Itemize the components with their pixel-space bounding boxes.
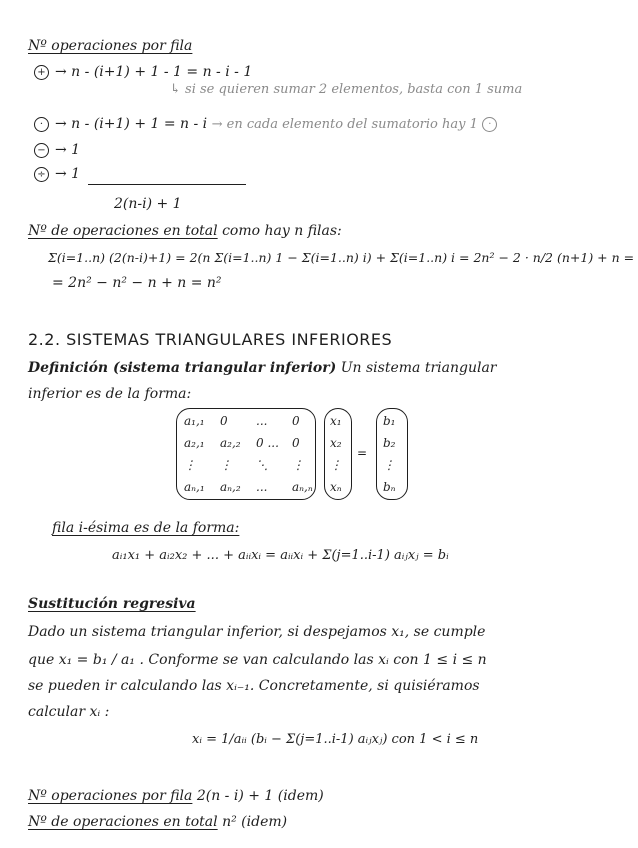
substitution-title: Sustitución regresiva xyxy=(28,596,196,612)
div-ops-expr: → 1 xyxy=(55,166,81,182)
footer-ops-label: Nº operaciones por fila xyxy=(28,788,193,804)
matrix-entry: 0 xyxy=(292,436,300,450)
ops-per-row-heading: Nº operaciones por fila xyxy=(28,38,193,54)
b-vector-entry: b₁ xyxy=(383,414,396,428)
matrix-entry: 0 xyxy=(292,414,300,428)
total-ops-label: Nº de operaciones en total xyxy=(28,223,218,239)
definition-text-2: inferior es de la forma: xyxy=(28,386,192,402)
matrix-entry: a₂,₁ xyxy=(184,436,205,450)
matrix-entry: aₙ,₂ xyxy=(220,480,241,494)
x-vector-entry: xₙ xyxy=(330,480,342,494)
matrix-entry: ⋱ xyxy=(256,458,268,472)
mult-ops-line xyxy=(34,116,503,132)
sum-ops-note: ↳ si se quieren sumar 2 elementos, basta con 1 suma xyxy=(170,82,523,97)
minus-circle-icon: − xyxy=(34,143,49,158)
dot-circle-icon: · xyxy=(34,117,49,132)
b-vector-entry: ⋮ xyxy=(383,458,395,472)
substitution-p4: calcular xᵢ : xyxy=(28,704,110,720)
footer-total-value: n² (idem) xyxy=(222,814,288,830)
matrix-entry: ⋮ xyxy=(220,458,232,472)
footer-ops-line xyxy=(28,788,324,804)
sum-rule xyxy=(88,184,246,185)
row-form-label: fila i-ésima es de la forma: xyxy=(52,520,240,536)
lower-triangular-system xyxy=(176,408,436,500)
substitution-formula: xᵢ = 1/aᵢᵢ (bᵢ − Σ(j=1..i-1) aᵢⱼxⱼ) con 1 < i ≤ n xyxy=(192,732,479,747)
mult-ops-expr: → n - (i+1) + 1 = n - i xyxy=(55,116,208,132)
total-per-row: 2(n-i) + 1 xyxy=(114,196,182,212)
div-ops-line xyxy=(34,166,80,182)
definition-text: Un sistema triangular xyxy=(340,360,497,376)
minus-ops-line xyxy=(34,142,80,158)
total-ops-result: = 2n² − n² − n + n = n² xyxy=(52,275,222,291)
substitution-p2: que x₁ = b₁ / a₁ . Conforme se van calculando las xᵢ con 1 ≤ i ≤ n xyxy=(28,652,487,668)
section-title: 2.2. SISTEMAS TRIANGULARES INFERIORES xyxy=(28,330,393,349)
matrix-entry: 0 xyxy=(220,414,228,428)
x-vector-entry: x₂ xyxy=(330,436,342,450)
footer-total-label: Nº de operaciones en total xyxy=(28,814,218,830)
system-equals: = xyxy=(357,446,368,460)
matrix-entry: a₂,₂ xyxy=(220,436,241,450)
total-ops-formula: Σ(i=1..n) (2(n-i)+1) = 2(n Σ(i=1..n) 1 − Σ(i=1..n) i) + Σ(i=1..n) i = 2n² − 2 · n/2 (n+1) + n = xyxy=(48,250,635,265)
row-form-formula: aᵢ₁x₁ + aᵢ₂x₂ + ... + aᵢᵢxᵢ = aᵢᵢxᵢ + Σ(j=1..i-1) aᵢⱼxⱼ = bᵢ xyxy=(112,548,449,563)
total-ops-label-rest: como hay n filas: xyxy=(222,223,342,239)
footer-ops-value: 2(n - i) + 1 (idem) xyxy=(196,788,324,804)
minus-ops-expr: → 1 xyxy=(55,142,81,158)
dot-circle-icon-note: · xyxy=(482,117,497,132)
definition-line xyxy=(28,360,496,376)
x-vector-entry: x₁ xyxy=(330,414,342,428)
substitution-p1: Dado un sistema triangular inferior, si despejamos x₁, se cumple xyxy=(28,624,486,640)
b-vector-entry: bₙ xyxy=(383,480,396,494)
matrix-entry: 0 ... xyxy=(256,436,279,450)
b-vector-entry: b₂ xyxy=(383,436,396,450)
sum-ops-line xyxy=(34,64,252,80)
total-ops-heading xyxy=(28,223,342,239)
definition-label: Definición (sistema triangular inferior) xyxy=(28,360,337,376)
matrix-entry: ⋮ xyxy=(292,458,304,472)
footer-total-line xyxy=(28,814,287,830)
substitution-p3: se pueden ir calculando las xᵢ₋₁. Concretamente, si quisiéramos xyxy=(28,678,480,694)
divide-circle-icon: ÷ xyxy=(34,167,49,182)
matrix-entry: ⋮ xyxy=(184,458,196,472)
plus-circle-icon: + xyxy=(34,65,49,80)
x-vector-entry: ⋮ xyxy=(330,458,342,472)
mult-ops-note: → en cada elemento del sumatorio hay 1 xyxy=(211,117,478,132)
matrix-entry: ... xyxy=(256,480,268,494)
sum-ops-expr: → n - (i+1) + 1 - 1 = n - i - 1 xyxy=(55,64,253,80)
matrix-entry: aₙ,₁ xyxy=(184,480,205,494)
matrix-entry: a₁,₁ xyxy=(184,414,205,428)
matrix-entry: ... xyxy=(256,414,268,428)
matrix-entry: aₙ,ₙ xyxy=(292,480,313,494)
